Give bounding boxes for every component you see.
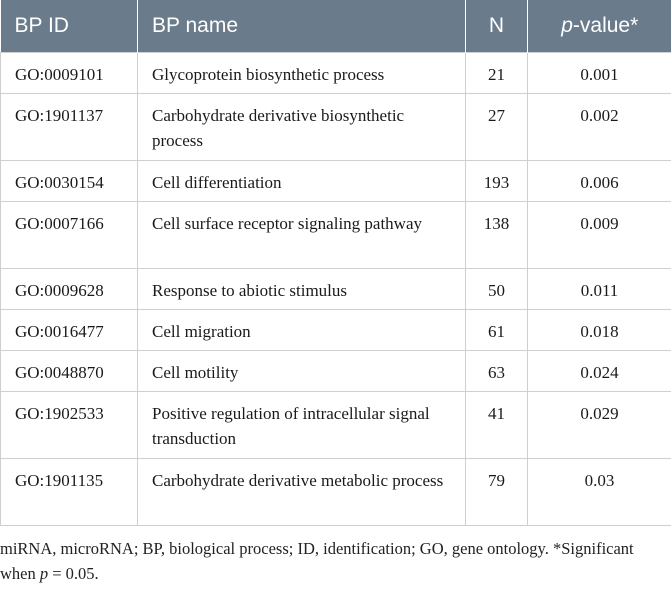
- n-cell: 61: [466, 309, 528, 350]
- p-value-cell: 0.006: [528, 160, 671, 201]
- table-row: [1, 201, 671, 268]
- bp-id-cell: GO:1901135: [1, 458, 138, 525]
- bp-name-cell: Glycoprotein biosynthetic process: [138, 52, 466, 93]
- n-cell: 21: [466, 52, 528, 93]
- table-footnote: [0, 536, 671, 586]
- p-value-cell: 0.011: [528, 268, 671, 309]
- bp-name-cell: Carbohydrate derivative metabolic process: [138, 458, 466, 525]
- bp-name-cell: Cell migration: [138, 309, 466, 350]
- header-n: N: [466, 0, 528, 52]
- table-header: [1, 0, 671, 52]
- bp-id-cell: GO:0009628: [1, 268, 138, 309]
- bp-name-cell: Positive regulation of intracellular signal transduction: [138, 391, 466, 458]
- p-value-cell: 0.009: [528, 201, 671, 268]
- footnote-text-before: miRNA, microRNA; BP, biological process; ID, identification; GO, gene ontology. *Significant when: [0, 539, 634, 583]
- header-bp-name: BP name: [138, 0, 466, 52]
- p-value-cell: 0.029: [528, 391, 671, 458]
- header-row: [1, 0, 671, 52]
- n-cell: 41: [466, 391, 528, 458]
- bp-id-cell: GO:1901137: [1, 93, 138, 160]
- p-value-cell: 0.001: [528, 52, 671, 93]
- bp-name-cell: Carbohydrate derivative biosynthetic process: [138, 93, 466, 160]
- header-p-value: [528, 0, 671, 52]
- header-bp-id: BP ID: [1, 0, 138, 52]
- bp-id-cell: GO:0009101: [1, 52, 138, 93]
- table-row: [1, 160, 671, 201]
- bp-id-cell: GO:0016477: [1, 309, 138, 350]
- table-row: [1, 391, 671, 458]
- n-cell: 193: [466, 160, 528, 201]
- table-row: [1, 309, 671, 350]
- p-value-cell: 0.024: [528, 350, 671, 391]
- bp-name-cell: Cell surface receptor signaling pathway: [138, 201, 466, 268]
- table-body: [1, 52, 671, 525]
- bp-name-cell: Cell differentiation: [138, 160, 466, 201]
- n-cell: 27: [466, 93, 528, 160]
- table-row: [1, 52, 671, 93]
- header-p-rest: -value*: [572, 13, 639, 37]
- bp-id-cell: GO:1902533: [1, 391, 138, 458]
- n-cell: 63: [466, 350, 528, 391]
- n-cell: 138: [466, 201, 528, 268]
- header-p-italic: p: [561, 13, 573, 37]
- table-row: [1, 458, 671, 525]
- bp-id-cell: GO:0007166: [1, 201, 138, 268]
- n-cell: 50: [466, 268, 528, 309]
- p-value-cell: 0.002: [528, 93, 671, 160]
- bp-id-cell: GO:0048870: [1, 350, 138, 391]
- bp-name-cell: Response to abiotic stimulus: [138, 268, 466, 309]
- p-value-cell: 0.03: [528, 458, 671, 525]
- n-cell: 79: [466, 458, 528, 525]
- bp-id-cell: GO:0030154: [1, 160, 138, 201]
- p-value-cell: 0.018: [528, 309, 671, 350]
- footnote-text-after: = 0.05.: [48, 564, 99, 583]
- table-row: [1, 93, 671, 160]
- footnote-p-italic: p: [39, 564, 49, 583]
- table-row: [1, 350, 671, 391]
- bp-name-cell: Cell motility: [138, 350, 466, 391]
- table-row: [1, 268, 671, 309]
